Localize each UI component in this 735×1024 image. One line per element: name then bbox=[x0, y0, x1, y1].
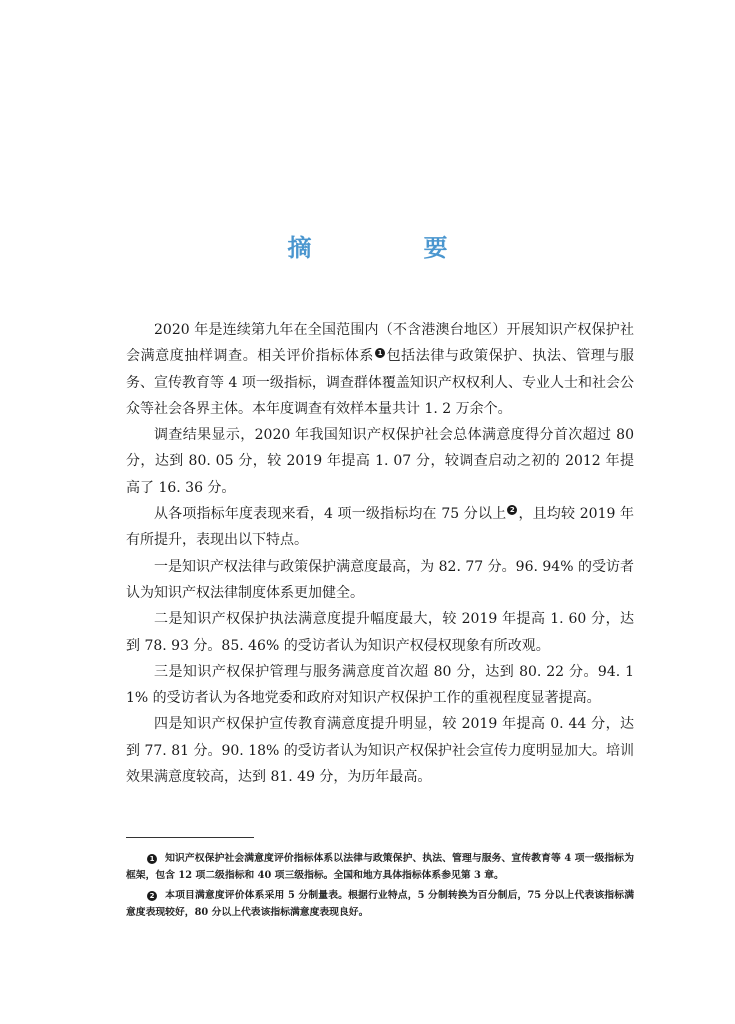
footnote-1 bbox=[126, 850, 634, 884]
footnote-divider bbox=[126, 837, 254, 838]
paragraph-1 bbox=[126, 317, 634, 422]
paragraph-5: 二是知识产权保护执法满意度提升幅度最大，较 2019 年提高 1. 60 分，达到 78. 93 分。85. 46% 的受访者认为知识产权侵权现象有所改观。 bbox=[126, 611, 634, 654]
footnote-marker-2: 2 bbox=[147, 891, 157, 901]
footnote-text: 知识产权保护社会满意度评价指标体系以法律与政策保护、执法、管理与服务、宣传教育等 4 项一级指标为框架，包含 12 项二级指标和 40 项三级指标。全国和地方具体指标体系参见第 3 章。 bbox=[126, 853, 634, 881]
paragraph-text: 从各项指标年度表现来看，4 项一级指标均在 75 分以上 bbox=[154, 506, 507, 523]
paragraph-text: 2020 年是连续第九年在全国范围内（不含港澳台地区）开展知识产权保护社会满意度抽样调查。相关评价指标体系 bbox=[126, 322, 634, 365]
page-title: 摘 要 bbox=[287, 233, 492, 262]
body-text bbox=[126, 317, 634, 790]
footnote-marker-1: 1 bbox=[147, 854, 157, 864]
footnote-ref-1[interactable]: 1 bbox=[375, 348, 385, 358]
footnote-ref-2[interactable]: 2 bbox=[507, 505, 517, 515]
footnote-text: 本项目满意度评价体系采用 5 分制量表。根据行业特点，5 分制转换为百分制后，75 分以上代表该指标满意度表现较好，80 分以上代表该指标满意度表现良好。 bbox=[126, 890, 634, 918]
paragraph-text: ，且均较 2019 年有所提升，表现出以下特点。 bbox=[126, 506, 635, 549]
paragraph-text: 包括法律与政策保护、执法、管理与服务、宣传教育等 4 项一级指标，调查群体覆盖知识产权权利人、专业人士和社会公众等社会各界主体。本年度调查有效样本量共计 1. 2 万余个。 bbox=[126, 348, 634, 417]
paragraph-4: 一是知识产权法律与政策保护满意度最高，为 82. 77 分。96. 94% 的受访者认为知识产权法律制度体系更加健全。 bbox=[126, 558, 634, 601]
footnotes bbox=[126, 850, 634, 924]
paragraph-2: 调查结果显示，2020 年我国知识产权保护社会总体满意度得分首次超过 80 分，达到 80. 05 分，较 2019 年提高 1. 07 分，较调查启动之初的 2012 年提高了 16. 36 分。 bbox=[126, 427, 634, 496]
paragraph-7: 四是知识产权保护宣传教育满意度提升明显，较 2019 年提高 0. 44 分，达到 77. 81 分。90. 18% 的受访者认为知识产权保护社会宣传力度明显加大。培训效果满意度较高，达到 81. 49 分，为历年最高。 bbox=[126, 716, 634, 786]
paragraph-6: 三是知识产权保护管理与服务满意度首次超 80 分，达到 80. 22 分。94. 11% 的受访者认为各地党委和政府对知识产权保护工作的重视程度显著提高。 bbox=[126, 663, 634, 707]
paragraph-3 bbox=[126, 501, 634, 554]
footnote-2 bbox=[126, 887, 634, 921]
